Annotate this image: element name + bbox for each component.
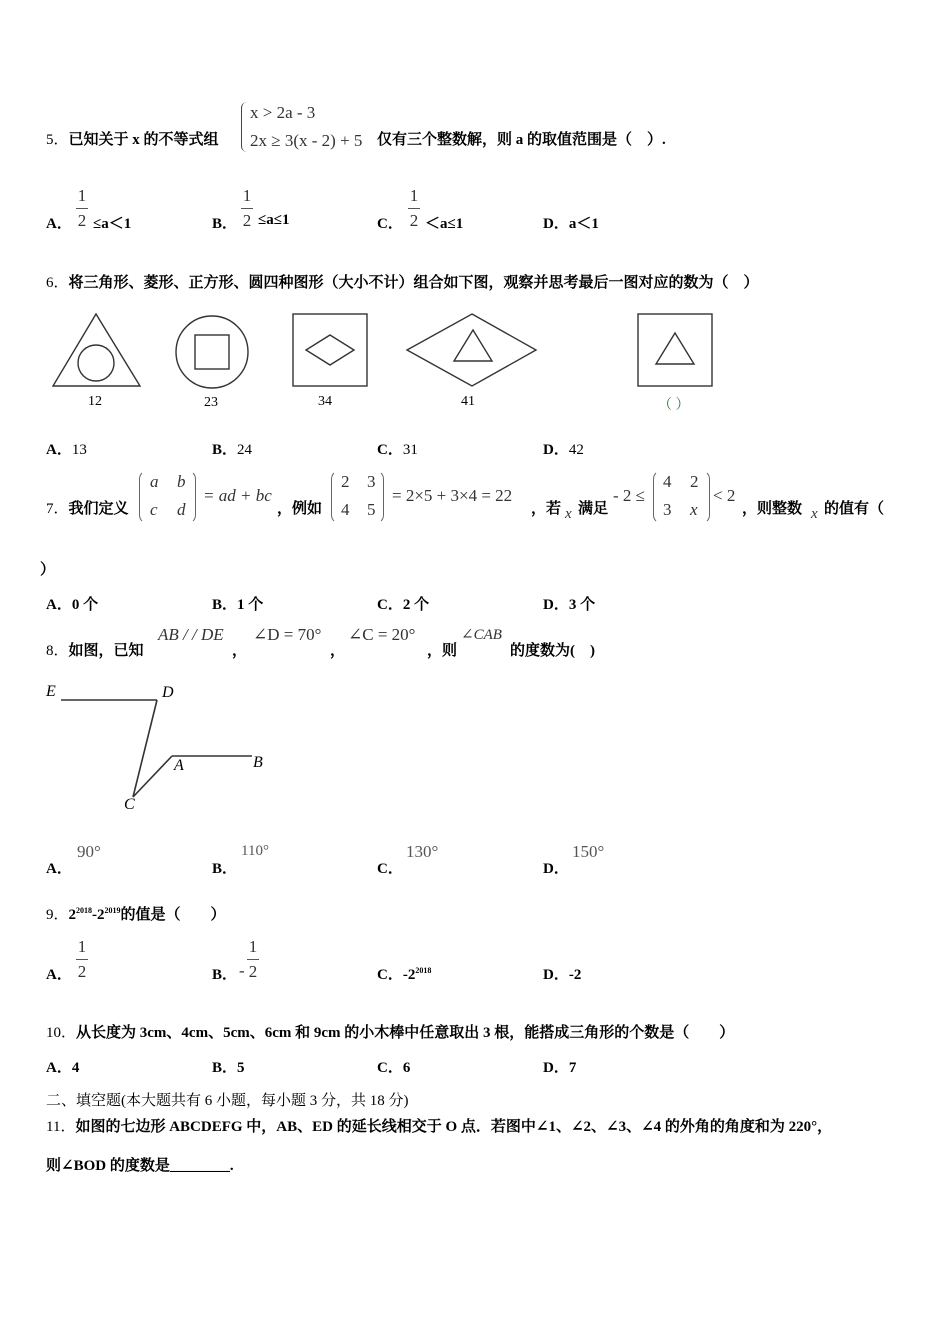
q5-option-a-den: 2 [77, 211, 87, 230]
q6-stem-text: 将三角形、菱形、正方形、圆四种图形（大小不计）组合如下图，观察并思考最后一图对应的数为（ ） [68, 275, 759, 291]
q5-option-b-fraction [241, 186, 253, 231]
q10-option-d-text: 7 [568, 1060, 577, 1076]
q5-option-b-label: B． [212, 216, 238, 232]
q5-option-a-num: 1 [77, 186, 87, 205]
q7-option-a[interactable] [46, 593, 98, 614]
q5-option-b-num: 1 [242, 186, 252, 205]
q7-option-b-text: 1 个 [237, 597, 264, 613]
q8-option-a-text: 90° [77, 842, 101, 861]
q5-option-c-text: ＜a≤1 [425, 216, 464, 232]
q8-stem-1 [46, 639, 144, 660]
q7-cond-b: 2 [690, 472, 699, 491]
q7-def-matrix-bracket [139, 470, 196, 524]
q5-stem [46, 128, 219, 149]
q8-stem-2: ，则 [427, 643, 458, 659]
q7-option-c-label: C． [377, 597, 403, 613]
q7-def-d: d [177, 500, 186, 519]
q10-option-a[interactable] [46, 1056, 79, 1077]
q7-def-a: a [150, 472, 159, 491]
q5-option-a-label: A． [46, 216, 72, 232]
q7-option-c-text: 2 个 [402, 597, 430, 613]
q7-option-d[interactable] [543, 593, 595, 614]
q6-option-c[interactable] [377, 438, 418, 459]
q9-option-d-text: -2 [568, 967, 582, 983]
square-with-rhombus-icon [293, 314, 367, 386]
q9-option-d[interactable] [543, 963, 581, 984]
q8-sep2: ， [330, 643, 346, 659]
q6-option-c-label: C． [377, 442, 403, 458]
q9-stem [46, 903, 226, 924]
q7-ex-a: 2 [341, 472, 350, 491]
q5-option-b[interactable] [212, 212, 237, 233]
q8-point-b: B [253, 754, 263, 771]
q9-option-b-minus: - [239, 961, 245, 980]
q9-option-b-num: 1 [248, 937, 258, 956]
q7-stem-1-text: 我们定义 [68, 501, 129, 517]
q7-option-b-label: B． [212, 597, 238, 613]
q6-fig5-caption: （ ） [658, 398, 690, 413]
q5-option-a-text: ≤a＜1 [93, 216, 132, 232]
q10-stem-text: 从长度为 3cm、4cm、5cm、6cm 和 9cm 的小木棒中任意取出 3 根，能搭成三角形的个数是（ ） [76, 1025, 735, 1041]
q9-option-b-label: B． [212, 967, 238, 983]
q10-option-a-label: A． [46, 1060, 72, 1076]
q7-ex-matrix-bracket [331, 470, 384, 524]
q11-line1 [46, 1115, 832, 1136]
q6-figures [40, 305, 730, 415]
q7-option-a-label: A． [46, 597, 72, 613]
q9-option-c[interactable] [377, 963, 431, 984]
q11-number: 11． [46, 1119, 76, 1135]
q8-figure [40, 680, 280, 820]
q8-geometry-lines [61, 700, 252, 797]
q7-stem-5: ，则整数 [742, 501, 803, 517]
q8-option-c-label: C． [377, 861, 403, 877]
circle-with-square-icon [176, 316, 248, 388]
q7-cond-a: 4 [663, 472, 672, 491]
q10-option-c-label: C． [377, 1060, 403, 1076]
q8-point-c: C [124, 796, 135, 813]
q8-option-a[interactable] [46, 857, 72, 878]
q7-ex-rhs: = 2×5 + 3×4 = 22 [392, 486, 513, 505]
q5-number: 5． [46, 132, 69, 148]
q7-stem-1 [46, 497, 129, 518]
q6-option-d-text: 42 [568, 442, 584, 458]
q10-option-c-text: 6 [402, 1060, 411, 1076]
q6-fig4-caption: 41 [461, 394, 475, 409]
q7-stem-end: ） [40, 562, 56, 578]
q6-option-b[interactable] [212, 438, 252, 459]
q9-exp2: 2019 [104, 906, 121, 915]
q8-cond3: ∠C = 20° [348, 625, 416, 644]
q9-option-b-den: 2 [248, 962, 258, 981]
q8-option-b-text: 110° [241, 843, 269, 859]
q11-line1-text: 如图的七边形 ABCDEFG 中，AB、ED 的延长线相交于 O 点．若图中∠1、∠2、∠3、∠4 的外角的角度和为 220°， [75, 1119, 833, 1135]
q8-cond2: ∠D = 70° [253, 625, 322, 644]
q6-fig2-caption: 23 [204, 395, 218, 410]
q8-option-b[interactable] [212, 857, 237, 878]
q7-stem-3: ，若 [531, 501, 562, 517]
q9-option-a-fraction [76, 937, 88, 982]
q8-option-a-label: A． [46, 861, 72, 877]
q8-cond1: AB / / DE [158, 625, 224, 644]
q8-point-d: D [162, 684, 174, 701]
q10-stem [46, 1021, 734, 1042]
q5-option-c[interactable] [377, 212, 403, 233]
q9-base1: 2 [68, 907, 77, 923]
q6-option-a-text: 13 [71, 442, 87, 458]
triangle-with-circle-icon [53, 314, 140, 386]
q6-option-b-label: B． [212, 442, 238, 458]
q7-cond-c: 3 [663, 500, 672, 519]
q6-number: 6． [46, 275, 69, 291]
q10-option-c[interactable] [377, 1056, 410, 1077]
q8-point-a: A [174, 757, 184, 774]
q8-option-d[interactable] [543, 857, 569, 878]
q7-cond-left: - 2 ≤ [613, 486, 645, 505]
q5-option-c-num: 1 [409, 186, 419, 205]
q7-ex-b: 3 [367, 472, 376, 491]
q5-system-line1: x > 2a - 3 [250, 103, 316, 122]
q6-fig1-caption: 12 [88, 394, 102, 409]
q8-point-e: E [46, 683, 56, 700]
q10-option-b[interactable] [212, 1056, 245, 1077]
q7-ex-d: 5 [367, 500, 376, 519]
q9-option-a-num: 1 [77, 937, 87, 956]
q7-stem-4: 满足 [578, 501, 609, 517]
q7-option-b[interactable] [212, 593, 263, 614]
q5-option-d-text: a＜1 [568, 216, 599, 232]
q6-option-b-text: 24 [237, 442, 253, 458]
q8-option-d-text: 150° [572, 842, 605, 861]
q8-option-b-label: B． [212, 861, 238, 877]
q7-number: 7． [46, 501, 69, 517]
q9-stem-after: 的值是（ ） [120, 907, 226, 923]
q8-stem-3: 的度数为( ) [510, 643, 595, 659]
q8-number: 8． [46, 643, 69, 659]
q11-line2: 则∠BOD 的度数是________. [46, 1158, 234, 1174]
q6-option-a[interactable] [46, 438, 87, 459]
q10-option-b-label: B． [212, 1060, 238, 1076]
q7-cond-right: < 2 [713, 486, 736, 505]
q7-ex-c: 4 [341, 500, 350, 519]
q7-option-c[interactable] [377, 593, 429, 614]
q7-option-a-text: 0 个 [71, 597, 99, 613]
q5-system-line2: 2x ≥ 3(x - 2) + 5 [250, 131, 363, 150]
q6-option-d[interactable] [543, 438, 584, 459]
q5-option-d[interactable] [543, 212, 599, 233]
q5-option-c-den: 2 [409, 211, 419, 230]
q5-option-c-label: C． [377, 216, 403, 232]
q7-def-b: b [177, 472, 186, 491]
q7-def-c: c [150, 500, 158, 519]
q6-option-d-label: D． [543, 442, 569, 458]
q7-stem-2: ，例如 [277, 501, 323, 517]
rhombus-with-triangle-icon [407, 314, 536, 386]
q8-option-d-label: D． [543, 861, 569, 877]
q9-option-a-den: 2 [77, 962, 87, 981]
square-with-triangle-icon [638, 314, 712, 386]
q10-option-b-text: 5 [237, 1060, 245, 1076]
q6-fig3-caption: 34 [318, 394, 332, 409]
q7-var-x-2: x [811, 506, 818, 522]
q8-sep1: ， [232, 643, 248, 659]
q7-def-rhs: = ad + bc [203, 486, 272, 505]
q10-number: 10． [46, 1025, 77, 1041]
q9-option-b-fraction [247, 937, 259, 982]
q5-stem-after: 仅有三个整数解，则 a 的取值范围是（ ）. [377, 132, 666, 148]
q9-option-b[interactable] [212, 963, 237, 984]
q5-stem-before: 已知关于 x 的不等式组 [68, 132, 219, 148]
q7-stem-6: 的值有（ [824, 501, 885, 517]
q9-number: 9． [46, 907, 69, 923]
q6-stem [46, 271, 759, 292]
q7-cond-matrix-bracket [653, 470, 710, 524]
q10-option-d-label: D． [543, 1060, 569, 1076]
q7-option-d-label: D． [543, 597, 569, 613]
q8-option-c-text: 130° [406, 842, 439, 861]
section2-heading: 二、填空题(本大题共有 6 小题，每小题 3 分，共 18 分) [46, 1093, 409, 1109]
q8-stem-1-text: 如图，已知 [68, 643, 144, 659]
q5-option-a-fraction [76, 186, 88, 231]
q5-option-b-text: ≤a≤1 [258, 212, 290, 228]
q5-system-brace [241, 102, 248, 152]
q9-option-c-sup: 2018 [415, 966, 432, 975]
q9-option-c-text: -2 [402, 967, 416, 983]
q7-option-d-text: 3 个 [568, 597, 596, 613]
q9-exp1: 2018 [76, 906, 93, 915]
q9-option-a-label: A． [46, 967, 72, 983]
q7-var-x: x [565, 506, 572, 522]
q9-option-a[interactable] [46, 963, 72, 984]
q5-option-d-label: D． [543, 216, 569, 232]
q9-option-d-label: D． [543, 967, 569, 983]
q5-option-b-den: 2 [242, 211, 252, 230]
q8-option-c[interactable] [377, 857, 403, 878]
q9-minus-base2: -2 [92, 907, 105, 923]
q6-option-a-label: A． [46, 442, 72, 458]
q10-option-d[interactable] [543, 1056, 576, 1077]
q5-option-c-fraction [408, 186, 420, 231]
q10-option-a-text: 4 [71, 1060, 80, 1076]
q6-option-c-text: 31 [402, 442, 418, 458]
q9-option-c-label: C． [377, 967, 403, 983]
q7-cond-d: x [690, 500, 698, 519]
q8-target: ∠CAB [461, 627, 502, 643]
q5-option-a[interactable] [46, 212, 72, 233]
